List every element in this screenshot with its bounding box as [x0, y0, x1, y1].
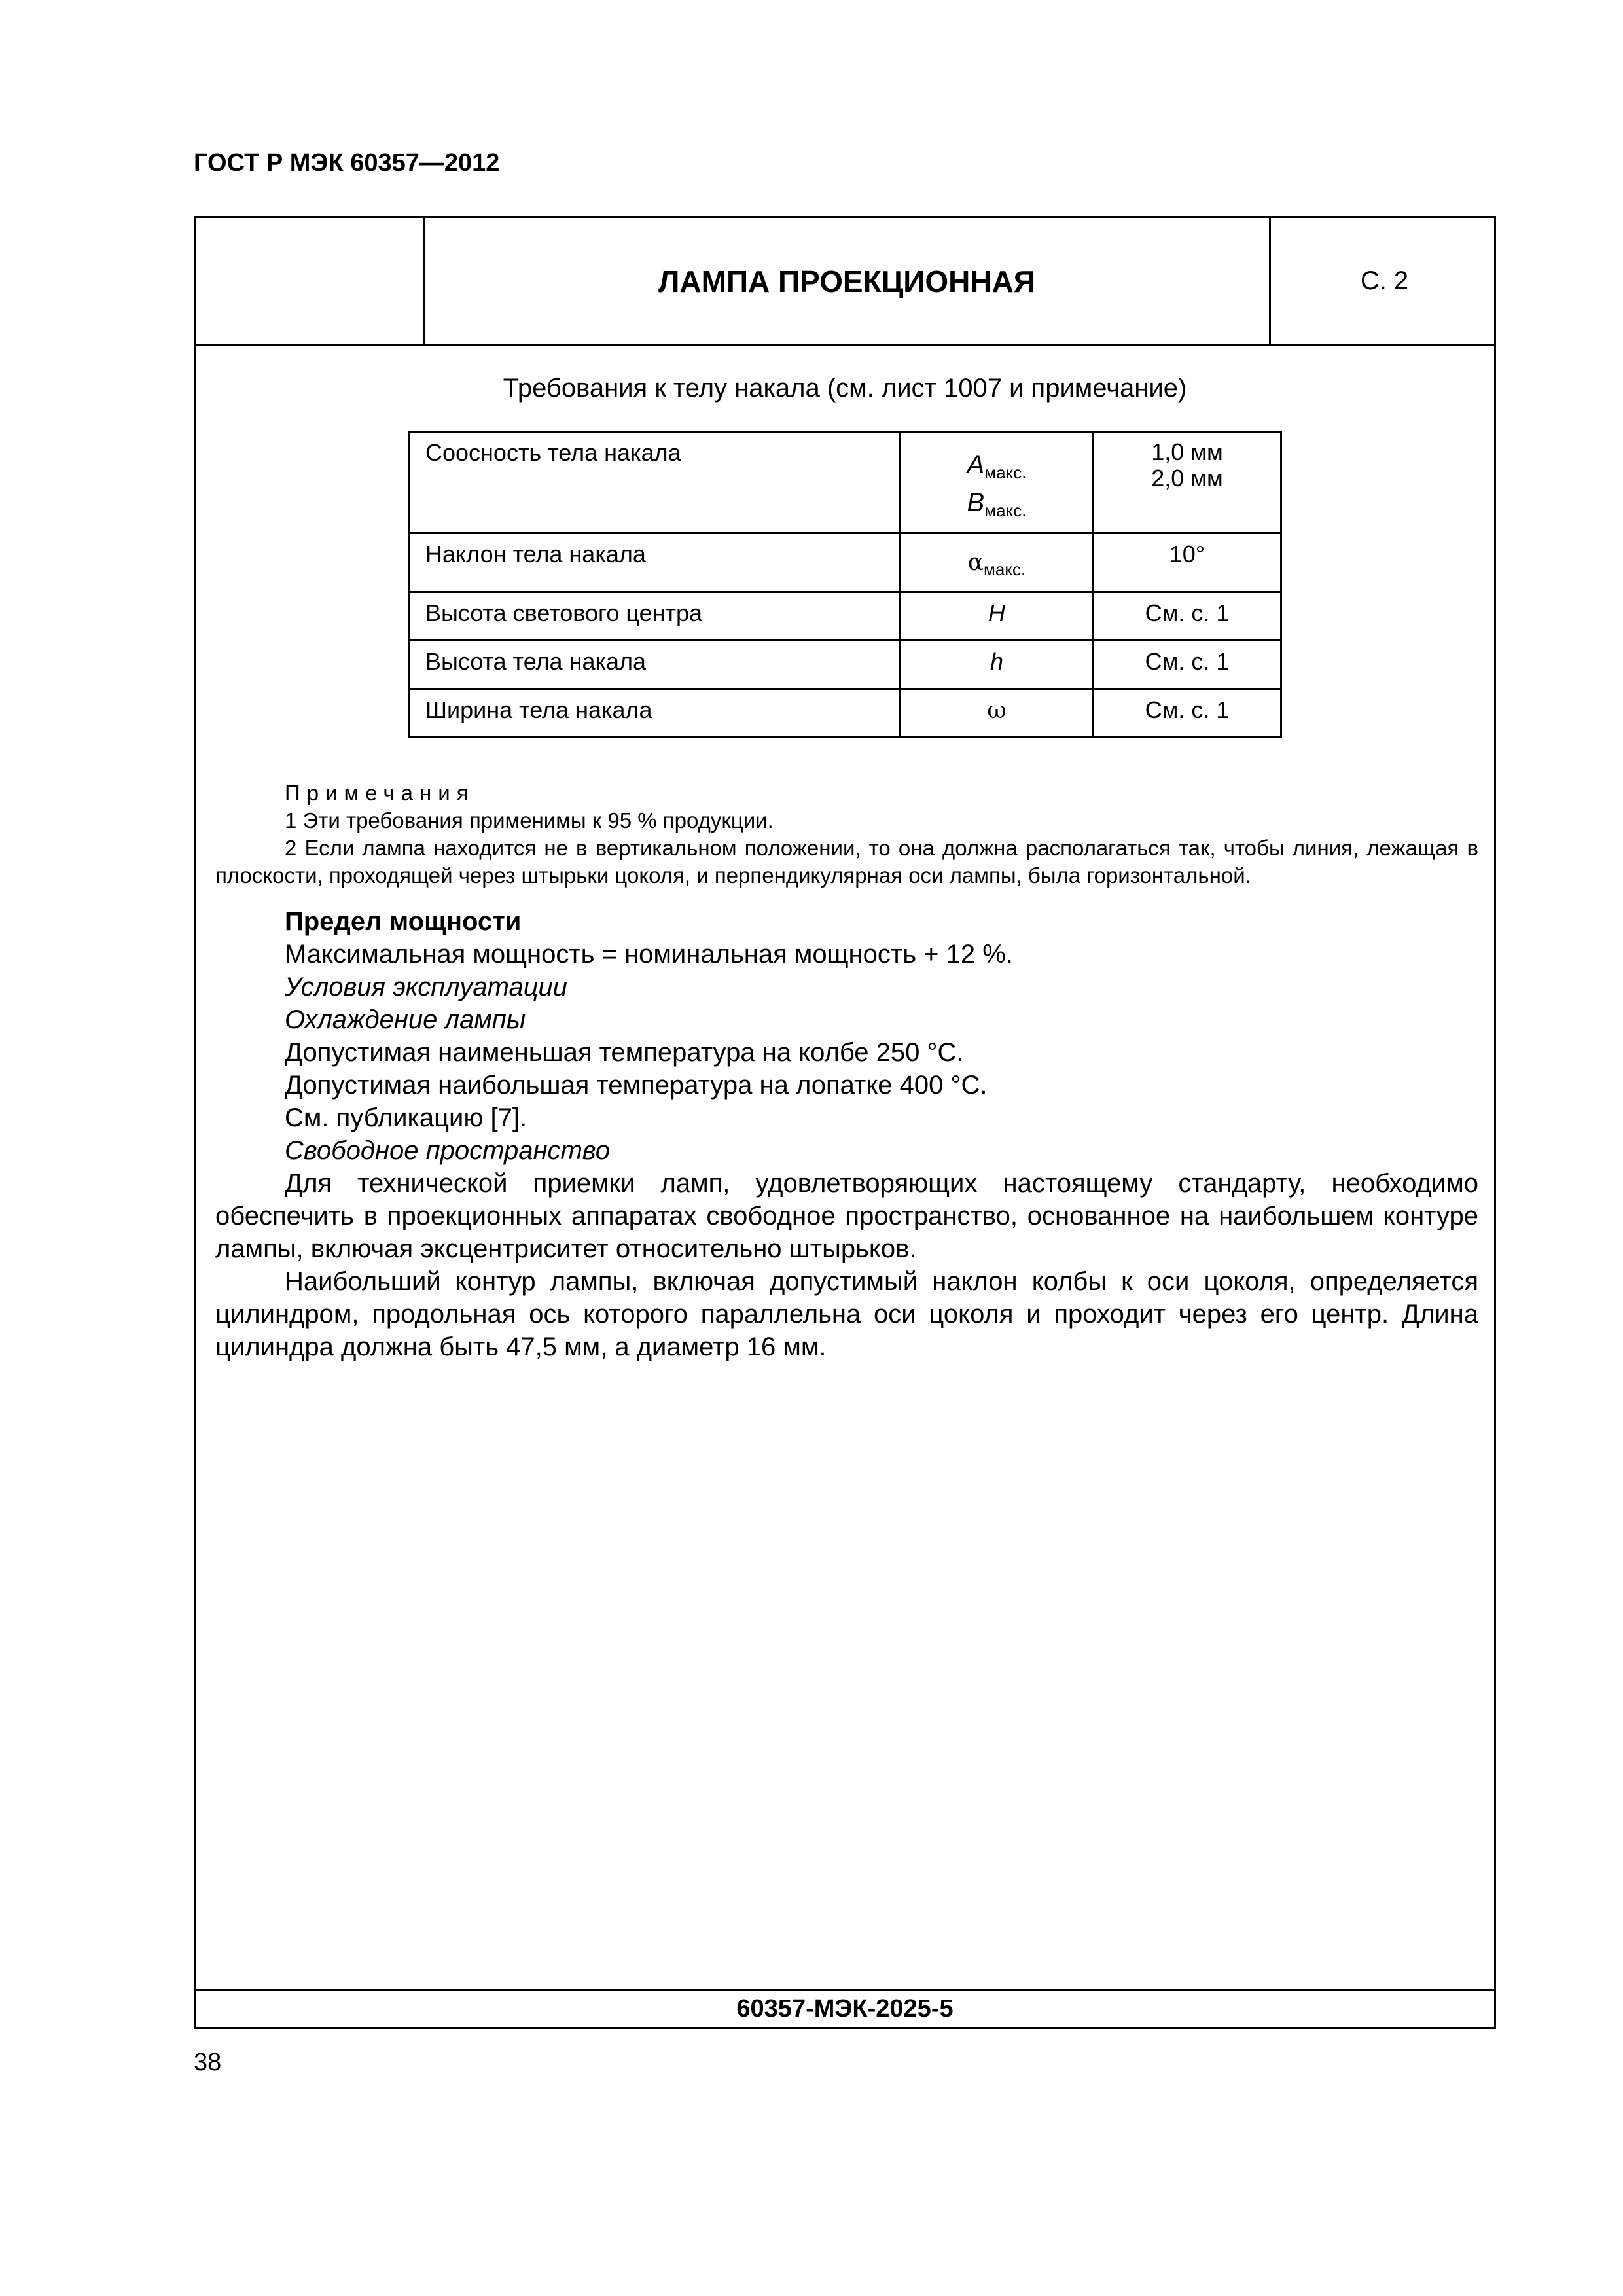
table-row	[409, 689, 1281, 738]
note-item: 1 Эти требования применимы к 95 % продукции.	[285, 808, 774, 833]
operating-heading: Условия эксплуатации	[285, 973, 568, 1001]
value-line: 2,0 мм	[1151, 465, 1223, 492]
space-paragraph: Наибольший контур лампы, включая допустимый наклон колбы к оси цоколя, определяется цилиндром, продольная ось которого параллельна оси цоколя и проходит через его центр. Длина цилиндра должна быть 47,5 мм, а диаметр 16 мм.	[215, 1267, 1478, 1361]
table-cell-symbol	[901, 641, 1094, 689]
sheet-code: 60357-МЭК-2025-5	[196, 1989, 1494, 2027]
filament-requirements-table	[408, 431, 1282, 738]
table-cell-value: См. с. 1	[1094, 641, 1281, 689]
table-cell-value	[1094, 432, 1281, 533]
space-heading: Свободное пространство	[285, 1136, 611, 1165]
table-cell-parameter: Высота тела накала	[409, 641, 901, 689]
sheet-header	[196, 218, 1494, 346]
power-text: Максимальная мощность = номинальная мощность + 12 %.	[285, 940, 1013, 969]
cooling-line: См. публикацию [7].	[285, 1103, 527, 1132]
table-cell-parameter: Наклон тела накала	[409, 533, 901, 592]
table-cell-symbol	[901, 592, 1094, 641]
power-heading: Предел мощности	[285, 907, 522, 936]
cooling-line: Допустимая наименьшая температура на колбе 250 °С.	[285, 1038, 964, 1067]
space-paragraph: Для технической приемки ламп, удовлетворяющих настоящему стандарту, необходимо обеспечить в проекционных аппаратах свободное пространство, основанное на наибольшем контуре лампы, включая эксцентриситет относительно штырьков.	[215, 1169, 1478, 1263]
document-code: ГОСТ Р МЭК 60357—2012	[194, 149, 500, 177]
cooling-heading: Охлаждение лампы	[285, 1005, 526, 1034]
table-cell-symbol	[901, 533, 1094, 592]
sheet-page-label: С. 2	[1269, 218, 1498, 344]
symbol-alpha-subscript: макс.	[984, 560, 1026, 579]
symbol-b: B	[967, 488, 985, 517]
table-cell-parameter: Высота светового центра	[409, 592, 901, 641]
table-cell-symbol	[901, 689, 1094, 738]
table-cell-value: См. с. 1	[1094, 592, 1281, 641]
body-text	[215, 905, 1478, 1363]
table-row	[409, 641, 1281, 689]
symbol-h-lower: h	[990, 648, 1004, 675]
table-cell-symbol	[901, 432, 1094, 533]
notes-heading: Примечания	[285, 781, 475, 805]
symbol-alpha: α	[967, 549, 984, 576]
value-line: 1,0 мм	[1151, 439, 1223, 465]
table-caption: Требования к телу накала (см. лист 1007 и примечание)	[503, 374, 1187, 403]
table-row	[409, 533, 1281, 592]
notes-block	[215, 780, 1478, 889]
cooling-line: Допустимая наибольшая температура на лопатке 400 °С.	[285, 1071, 988, 1100]
table-row	[409, 432, 1281, 533]
sheet-title: ЛАМПА ПРОЕКЦИОННАЯ	[658, 264, 1035, 298]
note-item: 2 Если лампа находится не в вертикальном положении, то она должна располагаться так, чтобы линия, лежащая в плоскости, проходящей через штырьки цоколя, и перпендикулярная оси лампы, была горизонтальной.	[215, 836, 1478, 888]
symbol-b-subscript: макс.	[984, 501, 1027, 520]
table-row	[409, 592, 1281, 641]
table-cell-parameter: Ширина тела накала	[409, 689, 901, 738]
table-cell-parameter: Соосность тела накала	[409, 432, 901, 533]
sheet-frame	[194, 216, 1496, 2029]
symbol-a-subscript: макс.	[984, 463, 1027, 482]
table-cell-value: 10°	[1094, 533, 1281, 592]
symbol-h-upper: H	[988, 600, 1005, 626]
table-cell-value: См. с. 1	[1094, 689, 1281, 738]
header-empty-cell	[196, 218, 425, 344]
symbol-omega: ω	[987, 697, 1007, 724]
page-number: 38	[194, 2049, 222, 2076]
symbol-a: A	[967, 450, 985, 479]
